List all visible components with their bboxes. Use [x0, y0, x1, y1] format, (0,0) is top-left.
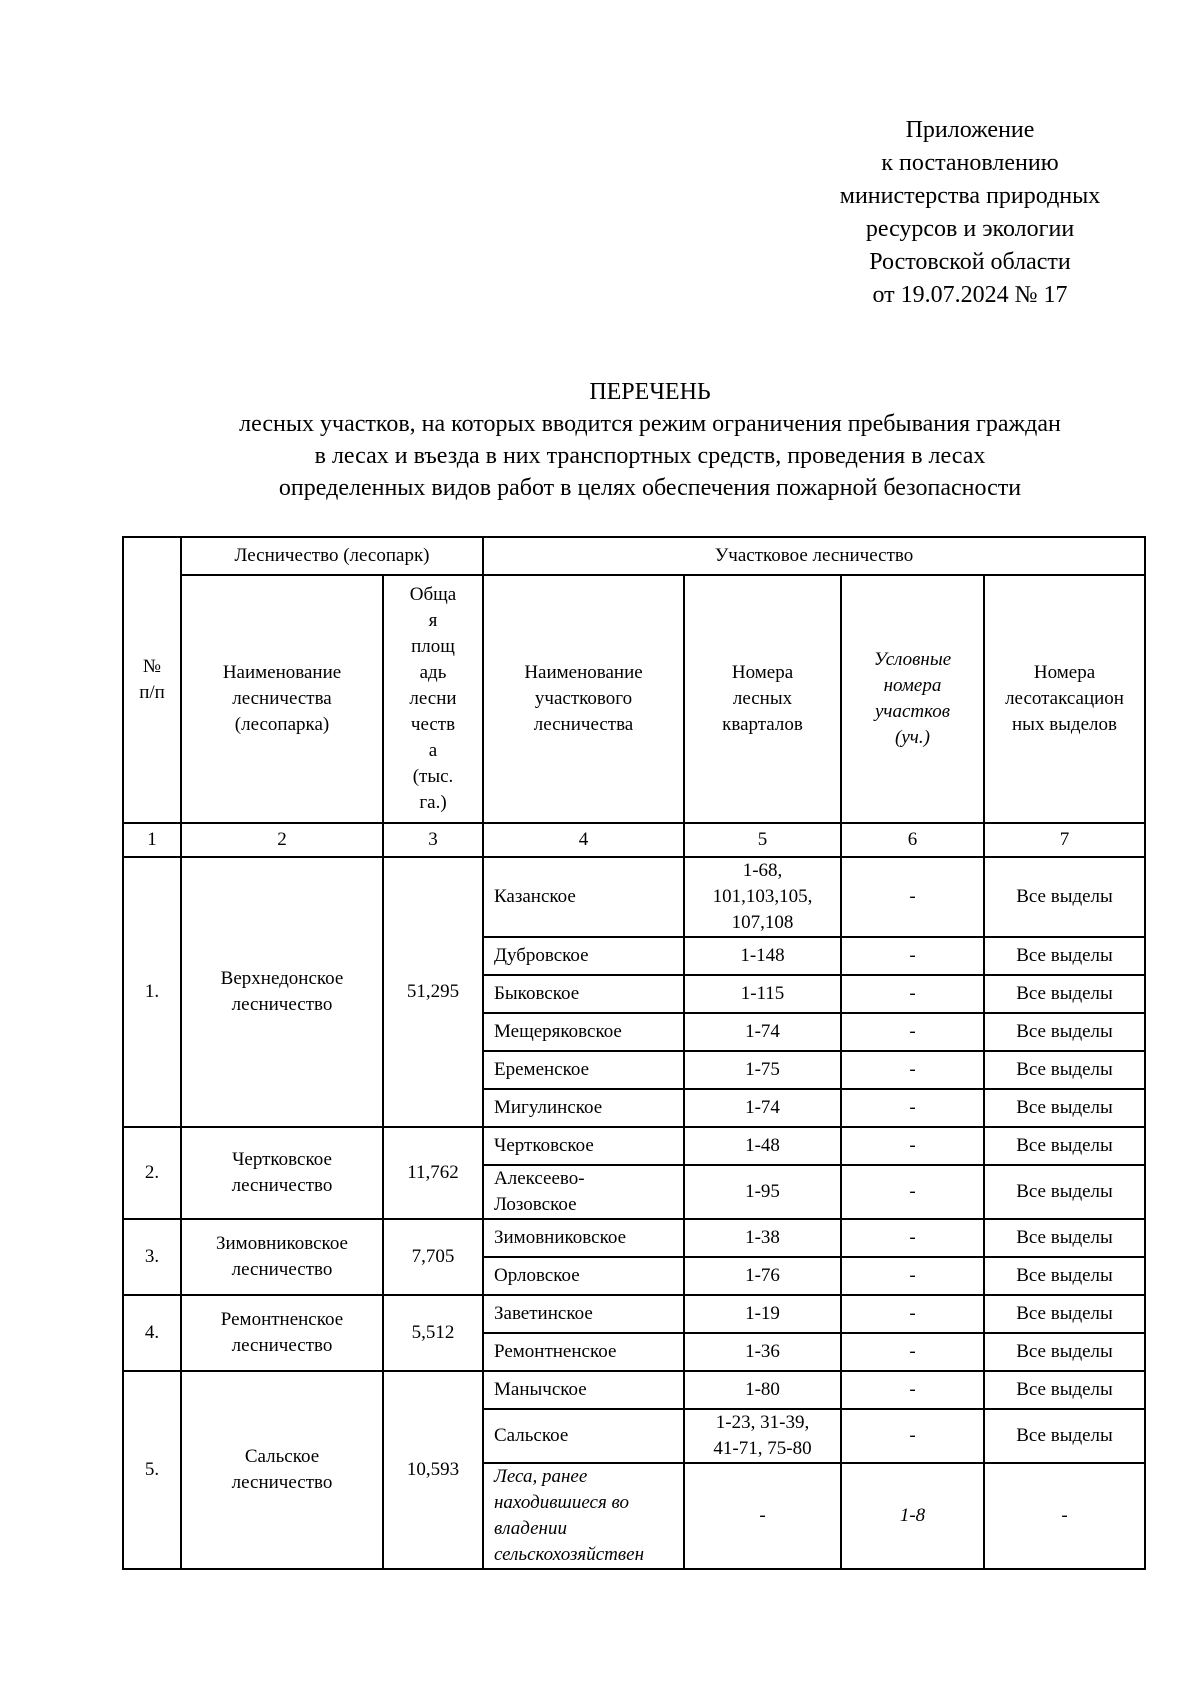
- header-line: п/п: [139, 682, 165, 703]
- allotments: -: [984, 1463, 1145, 1569]
- appendix-block: [760, 114, 1180, 312]
- plot-numbers: -: [841, 1219, 984, 1257]
- header-line: адь: [419, 662, 447, 683]
- quarters-line: 41-71, 75-80: [713, 1438, 812, 1459]
- header-area: [383, 575, 483, 823]
- plot-numbers: -: [841, 1089, 984, 1127]
- forestry-name: [181, 1127, 383, 1219]
- header-plots: [841, 575, 984, 823]
- district-name: Сальское: [483, 1409, 684, 1463]
- table-row: [123, 1295, 1145, 1333]
- header-line: Обща: [409, 584, 457, 605]
- district-name-line: Алексеево-: [494, 1168, 585, 1189]
- table-row: [123, 1127, 1145, 1165]
- plot-numbers: -: [841, 1409, 984, 1463]
- quarters-line: 1-115: [740, 983, 785, 1004]
- forestry-name-line: лесничество: [231, 1259, 333, 1280]
- header-line: лесных: [732, 688, 793, 709]
- table-row: [123, 1219, 1145, 1257]
- forest-quarters: [684, 1051, 841, 1089]
- forestry-name: [181, 1295, 383, 1371]
- forestry-name-line: Верхнедонское: [220, 968, 344, 989]
- allotments: Все выделы: [984, 1371, 1145, 1409]
- title-line: в лесах и въезда в них транспортных средств, проведения в лесах: [314, 443, 986, 469]
- header-line: Наименование: [524, 662, 643, 683]
- plot-numbers: -: [841, 1333, 984, 1371]
- forest-quarters: [684, 1409, 841, 1463]
- forestry-name-line: Сальское: [244, 1446, 320, 1467]
- header-allotments: [984, 575, 1145, 823]
- quarters-line: 1-74: [745, 1097, 780, 1118]
- district-name-line: находившиеся во: [494, 1492, 630, 1513]
- column-number: 2: [181, 823, 383, 857]
- district-name: Заветинское: [483, 1295, 684, 1333]
- allotments: Все выделы: [984, 1295, 1145, 1333]
- header-line: ных выделов: [1012, 714, 1117, 735]
- quarters-line: 1-74: [745, 1021, 780, 1042]
- header-line: га.): [419, 792, 447, 813]
- header-group-forestry: Лесничество (лесопарк): [181, 537, 483, 575]
- title-line: лесных участков, на которых вводится режим ограничения пребывания граждан: [239, 411, 1061, 437]
- appendix-line: Приложение: [905, 117, 1035, 143]
- header-line: №: [142, 656, 162, 677]
- quarters-line: 1-95: [745, 1181, 780, 1202]
- forest-quarters: [684, 1013, 841, 1051]
- allotments: Все выделы: [984, 975, 1145, 1013]
- forestry-name-line: лесничество: [231, 1472, 333, 1493]
- plot-numbers: -: [841, 1013, 984, 1051]
- appendix-line: к постановлению: [881, 150, 1059, 176]
- forest-quarters: [684, 857, 841, 937]
- district-name: Мигулинское: [483, 1089, 684, 1127]
- table-body: [123, 857, 1145, 1569]
- row-number: 1.: [123, 857, 181, 1127]
- forestry-area: 10,593: [383, 1371, 483, 1569]
- title-line: определенных видов работ в целях обеспечения пожарной безопасности: [278, 475, 1022, 501]
- table-row: [123, 1371, 1145, 1409]
- quarters-line: 1-75: [745, 1059, 780, 1080]
- forestry-name-line: Чертковское: [232, 1149, 332, 1170]
- forestry-name-line: Ремонтненское: [220, 1309, 344, 1330]
- column-number: 7: [984, 823, 1145, 857]
- quarters-line: 1-76: [745, 1265, 780, 1286]
- allotments: Все выделы: [984, 1333, 1145, 1371]
- district-name: Чертковское: [483, 1127, 684, 1165]
- forest-quarters: [684, 1127, 841, 1165]
- district-name: [483, 1463, 684, 1569]
- forestry-name-line: лесничество: [231, 994, 333, 1015]
- forest-quarters: [684, 1089, 841, 1127]
- header-forestry-name: [181, 575, 383, 823]
- plot-numbers: -: [841, 1127, 984, 1165]
- row-number: 2.: [123, 1127, 181, 1219]
- plot-numbers: -: [841, 857, 984, 937]
- header-line: (уч.): [895, 727, 930, 748]
- header-line: кварталов: [722, 714, 803, 735]
- allotments: Все выделы: [984, 1013, 1145, 1051]
- forestry-area: 5,512: [383, 1295, 483, 1371]
- district-name: Дубровское: [483, 937, 684, 975]
- header-line: Условные: [873, 649, 952, 670]
- district-name: [483, 1165, 684, 1219]
- forest-quarters: [684, 937, 841, 975]
- column-number: 1: [123, 823, 181, 857]
- header-num: [123, 537, 181, 823]
- header-line: Номера: [731, 662, 794, 683]
- plot-numbers: -: [841, 1371, 984, 1409]
- allotments: Все выделы: [984, 937, 1145, 975]
- row-number: 5.: [123, 1371, 181, 1569]
- header-quarters: [684, 575, 841, 823]
- district-name: Орловское: [483, 1257, 684, 1295]
- quarters-line: 1-19: [745, 1303, 780, 1324]
- forestry-name: [181, 857, 383, 1127]
- district-name-line: Лозовское: [494, 1194, 577, 1215]
- forestry-name: [181, 1371, 383, 1569]
- appendix-line: ресурсов и экологии: [865, 216, 1075, 242]
- quarters-line: 101,103,105,: [712, 886, 813, 907]
- forest-quarters: [684, 1463, 841, 1569]
- title-heading: ПЕРЕЧЕНЬ: [589, 379, 711, 405]
- forest-quarters: [684, 975, 841, 1013]
- forestry-name-line: лесничество: [231, 1175, 333, 1196]
- quarters-line: 1-48: [745, 1135, 780, 1156]
- forestry-area: 51,295: [383, 857, 483, 1127]
- quarters-line: -: [759, 1505, 766, 1526]
- header-line: Наименование: [222, 662, 342, 683]
- header-line: (тыс.: [412, 766, 454, 787]
- allotments: Все выделы: [984, 1051, 1145, 1089]
- header-line: Номера: [1033, 662, 1096, 683]
- column-number: 6: [841, 823, 984, 857]
- forest-plots-table: [122, 536, 1146, 1570]
- allotments: Все выделы: [984, 857, 1145, 937]
- forestry-name: [181, 1219, 383, 1295]
- forest-quarters: [684, 1165, 841, 1219]
- district-name: Зимовниковское: [483, 1219, 684, 1257]
- header-line: лесничества: [533, 714, 634, 735]
- appendix-line: от 19.07.2024 № 17: [872, 282, 1068, 308]
- district-name-line: сельскохозяйствен: [494, 1544, 645, 1565]
- header-line: лесотаксацион: [1005, 688, 1124, 709]
- forest-quarters: [684, 1257, 841, 1295]
- row-number: 3.: [123, 1219, 181, 1295]
- quarters-line: 107,108: [731, 912, 794, 933]
- header-group-district: Участковое лесничество: [483, 537, 1145, 575]
- forest-quarters: [684, 1371, 841, 1409]
- header-line: площ: [411, 636, 455, 657]
- appendix-line: Ростовской области: [869, 249, 1071, 275]
- header-line: я: [428, 610, 438, 631]
- forestry-area: 11,762: [383, 1127, 483, 1219]
- header-line: лесни: [409, 688, 457, 709]
- district-name: Манычское: [483, 1371, 684, 1409]
- plot-numbers: -: [841, 937, 984, 975]
- table-header: [123, 537, 1145, 857]
- quarters-line: 1-36: [745, 1341, 780, 1362]
- header-line: а: [428, 740, 438, 761]
- forestry-area: 7,705: [383, 1219, 483, 1295]
- row-number: 4.: [123, 1295, 181, 1371]
- forestry-name-line: Зимовниковское: [215, 1233, 348, 1254]
- district-name: Ремонтненское: [483, 1333, 684, 1371]
- header-line: номера: [883, 675, 942, 696]
- header-row-groups: [123, 537, 1145, 575]
- header-district-name: [483, 575, 684, 823]
- forest-quarters: [684, 1333, 841, 1371]
- plot-numbers: -: [841, 1295, 984, 1333]
- quarters-line: 1-68,: [742, 860, 783, 881]
- plot-numbers: -: [841, 1257, 984, 1295]
- forest-quarters: [684, 1219, 841, 1257]
- allotments: Все выделы: [984, 1165, 1145, 1219]
- header-row-numbers: [123, 823, 1145, 857]
- allotments: Все выделы: [984, 1257, 1145, 1295]
- allotments: Все выделы: [984, 1089, 1145, 1127]
- district-name: Быковское: [483, 975, 684, 1013]
- allotments: Все выделы: [984, 1409, 1145, 1463]
- column-number: 4: [483, 823, 684, 857]
- district-name-line: Леса, ранее: [494, 1466, 588, 1487]
- district-name-line: владении: [494, 1518, 567, 1539]
- table-row: [123, 857, 1145, 937]
- header-line: лесничества: [232, 688, 332, 709]
- column-number: 5: [684, 823, 841, 857]
- quarters-line: 1-148: [740, 945, 785, 966]
- quarters-line: 1-38: [745, 1227, 780, 1248]
- plot-numbers: -: [841, 975, 984, 1013]
- forestry-name-line: лесничество: [231, 1335, 333, 1356]
- header-line: участкового: [534, 688, 633, 709]
- header-line: участков: [874, 701, 951, 722]
- district-name: Казанское: [483, 857, 684, 937]
- district-name: Мещеряковское: [483, 1013, 684, 1051]
- quarters-line: 1-23, 31-39,: [715, 1412, 810, 1433]
- forest-quarters: [684, 1295, 841, 1333]
- header-row-columns: [123, 575, 1145, 823]
- district-name: Еременское: [483, 1051, 684, 1089]
- document-title: [100, 376, 1200, 504]
- column-number: 3: [383, 823, 483, 857]
- plot-numbers: -: [841, 1051, 984, 1089]
- header-line: честв: [410, 714, 456, 735]
- allotments: Все выделы: [984, 1127, 1145, 1165]
- quarters-line: 1-80: [745, 1379, 780, 1400]
- header-line: (лесопарка): [234, 714, 330, 735]
- plot-numbers: -: [841, 1165, 984, 1219]
- plot-numbers: 1-8: [841, 1463, 984, 1569]
- appendix-line: министерства природных: [839, 183, 1101, 209]
- allotments: Все выделы: [984, 1219, 1145, 1257]
